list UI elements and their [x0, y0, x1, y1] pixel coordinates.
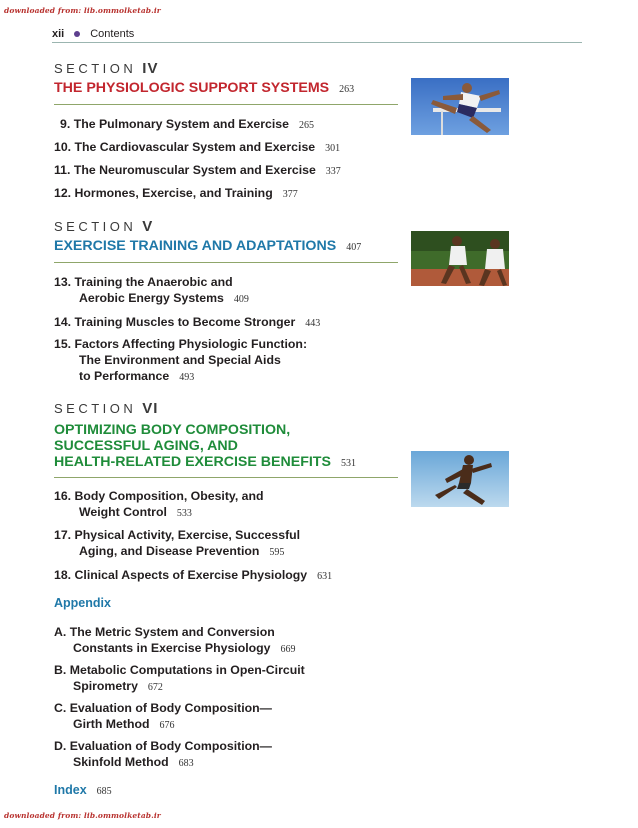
chapter-13[interactable]: 13. Training the Anaerobic and Aerobic Energy Systems 409 [54, 275, 249, 305]
watermark-bottom: downloaded from: lib.ommolketab.ir [4, 811, 161, 820]
chapter-15[interactable]: 15. Factors Affecting Physiologic Function: The Environment and Special Aids to Performance 493 [54, 337, 308, 383]
section-vi-label: SECTION VI [54, 400, 159, 417]
header-rule [52, 42, 582, 43]
chapter-17[interactable]: 17. Physical Activity, Exercise, Successful Aging, and Disease Prevention 595 [54, 528, 301, 558]
appendix-heading[interactable]: Appendix [54, 596, 111, 610]
chapter-12[interactable]: 12. Hormones, Exercise, and Training 377 [54, 186, 298, 200]
chapter-10[interactable]: 10. The Cardiovascular System and Exercise 301 [54, 140, 341, 154]
header-label: Contents [90, 28, 135, 40]
page-number: xii [52, 28, 65, 40]
chapter-16[interactable]: 16. Body Composition, Obesity, and Weight Control 533 [54, 489, 264, 519]
watermark-top: downloaded from: lib.ommolketab.ir [4, 6, 161, 15]
chapter-9[interactable]: 9. The Pulmonary System and Exercise 265 [60, 117, 314, 131]
chapter-14[interactable]: 14. Training Muscles to Become Stronger 443 [54, 315, 321, 329]
appendix-b[interactable]: B. Metabolic Computations in Open-Circuit Spirometry 672 [54, 663, 305, 693]
section-v-label: SECTION V [54, 218, 154, 235]
sprinter-photo [411, 451, 509, 507]
running-header [52, 28, 134, 40]
chapter-11[interactable]: 11. The Neuromuscular System and Exercise 337 [54, 163, 341, 177]
chapter-18[interactable]: 18. Clinical Aspects of Exercise Physiology 631 [54, 568, 333, 582]
section-vi-rule [54, 477, 398, 478]
section-v-title: EXERCISE TRAINING AND ADAPTATIONS 407 [54, 238, 362, 254]
appendix-a[interactable]: A. The Metric System and Conversion Constants in Exercise Physiology 669 [54, 625, 296, 655]
index-entry[interactable]: Index 685 [54, 783, 112, 797]
section-iv-rule [54, 104, 398, 105]
hurdler-photo [411, 78, 509, 135]
bullet-dot-icon [74, 31, 80, 37]
runners-photo [411, 231, 509, 286]
appendix-c[interactable]: C. Evaluation of Body Composition— Girth Method 676 [54, 701, 272, 731]
section-v-rule [54, 262, 398, 263]
section-iv-label: SECTION IV [54, 60, 159, 77]
section-vi-title: OPTIMIZING BODY COMPOSITION, SUCCESSFUL AGING, AND HEALTH-RELATED EXERCISE BENEFITS 531 [54, 422, 356, 470]
appendix-d[interactable]: D. Evaluation of Body Composition— Skinfold Method 683 [54, 739, 272, 769]
section-iv-title: THE PHYSIOLOGIC SUPPORT SYSTEMS 263 [54, 80, 355, 96]
